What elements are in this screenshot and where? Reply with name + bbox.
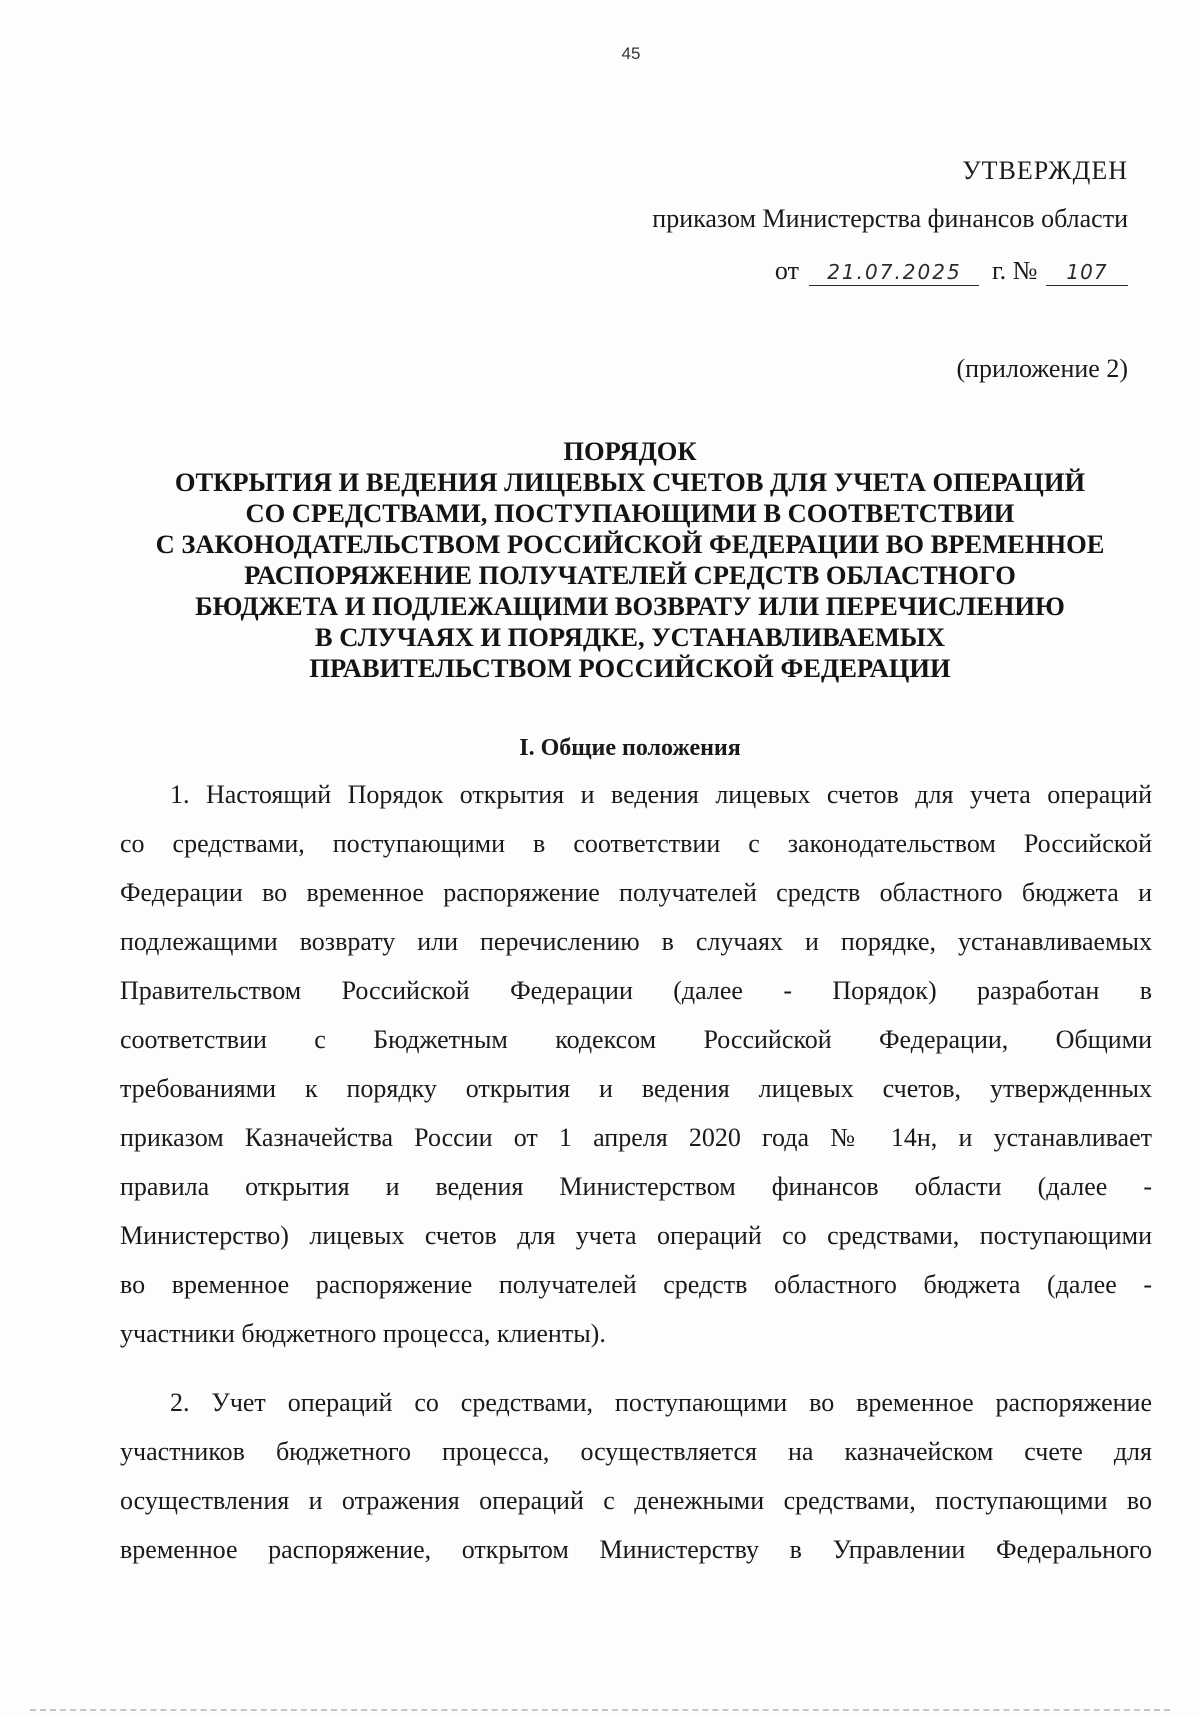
title-line: СО СРЕДСТВАМИ, ПОСТУПАЮЩИМИ В СООТВЕТСТВИИ: [245, 498, 1015, 528]
paragraph-line: Правительством Российской Федерации (далее - Порядок) разработан в: [120, 976, 1152, 1005]
paragraph-line: Министерство) лицевых счетов для учета операций со средствами, поступающими: [120, 1221, 1152, 1250]
paragraph-line: приказом Казначейства России от 1 апреля 2020 года № 14н, и устанавливает: [120, 1123, 1152, 1152]
section-heading: I. Общие положения: [519, 735, 741, 761]
title-line: РАСПОРЯЖЕНИЕ ПОЛУЧАТЕЛЕЙ СРЕДСТВ ОБЛАСТНОГО: [244, 560, 1016, 590]
title-line: В СЛУЧАЯХ И ПОРЯДКЕ, УСТАНАВЛИВАЕМЫХ: [314, 622, 946, 652]
date-prefix: от: [774, 256, 799, 285]
approval-issued-by: приказом Министерства финансов области: [652, 204, 1128, 233]
approval-title: УТВЕРЖДЕН: [962, 156, 1128, 185]
paragraph-line: временное распоряжение, открытом Министерству в Управлении Федерального: [120, 1535, 1152, 1564]
title-line: ПОРЯДОК: [563, 436, 697, 466]
paragraph-line: осуществления и отражения операций с денежными средствами, поступающими во: [120, 1486, 1152, 1515]
paragraph-line: участники бюджетного процесса, клиенты).: [120, 1319, 606, 1348]
paragraph-line: участников бюджетного процесса, осуществляется на казначейском счете для: [120, 1437, 1152, 1466]
paragraph-line: подлежащими возврату или перечислению в случаях и порядке, устанавливаемых: [120, 927, 1152, 956]
paragraph-line: 2. Учет операций со средствами, поступающими во временное распоряжение: [170, 1388, 1152, 1417]
handwritten-date: 21.07.2025: [809, 259, 979, 286]
paragraph-line: со средствами, поступающими в соответствии с законодательством Российской: [120, 829, 1152, 858]
paragraph-2: [120, 1378, 1152, 1574]
title-line: БЮДЖЕТА И ПОДЛЕЖАЩИМИ ВОЗВРАТУ ИЛИ ПЕРЕЧИСЛЕНИЮ: [195, 591, 1065, 621]
document-title: [110, 436, 1150, 684]
paragraph-line: соответствии с Бюджетным кодексом Российской Федерации, Общими: [120, 1025, 1152, 1054]
appendix-note: (приложение 2): [956, 354, 1128, 383]
handwritten-order-number: 107: [1046, 259, 1128, 286]
paragraph-line: правила открытия и ведения Министерством финансов области (далее -: [120, 1172, 1152, 1201]
paragraph-line: 1. Настоящий Порядок открытия и ведения лицевых счетов для учета операций: [170, 780, 1152, 809]
scan-edge-artifact: [30, 1709, 1170, 1715]
title-line: ОТКРЫТИЯ И ВЕДЕНИЯ ЛИЦЕВЫХ СЧЕТОВ ДЛЯ УЧЕТА ОПЕРАЦИЙ: [174, 467, 1086, 497]
paragraph-line: требованиями к порядку открытия и ведения лицевых счетов, утвержденных: [120, 1074, 1152, 1103]
page-number: 45: [621, 44, 641, 63]
approval-date-line: [775, 256, 1128, 286]
paragraph-line: Федерации во временное распоряжение получателей средств областного бюджета и: [120, 878, 1152, 907]
paragraph-line: во временное распоряжение получателей средств областного бюджета (далее -: [120, 1270, 1152, 1299]
number-prefix: г. №: [991, 256, 1038, 285]
title-line: ПРАВИТЕЛЬСТВОМ РОССИЙСКОЙ ФЕДЕРАЦИИ: [309, 653, 951, 683]
paragraph-1: [120, 770, 1152, 1358]
title-line: С ЗАКОНОДАТЕЛЬСТВОМ РОССИЙСКОЙ ФЕДЕРАЦИИ ВО ВРЕМЕННОЕ: [155, 529, 1105, 559]
